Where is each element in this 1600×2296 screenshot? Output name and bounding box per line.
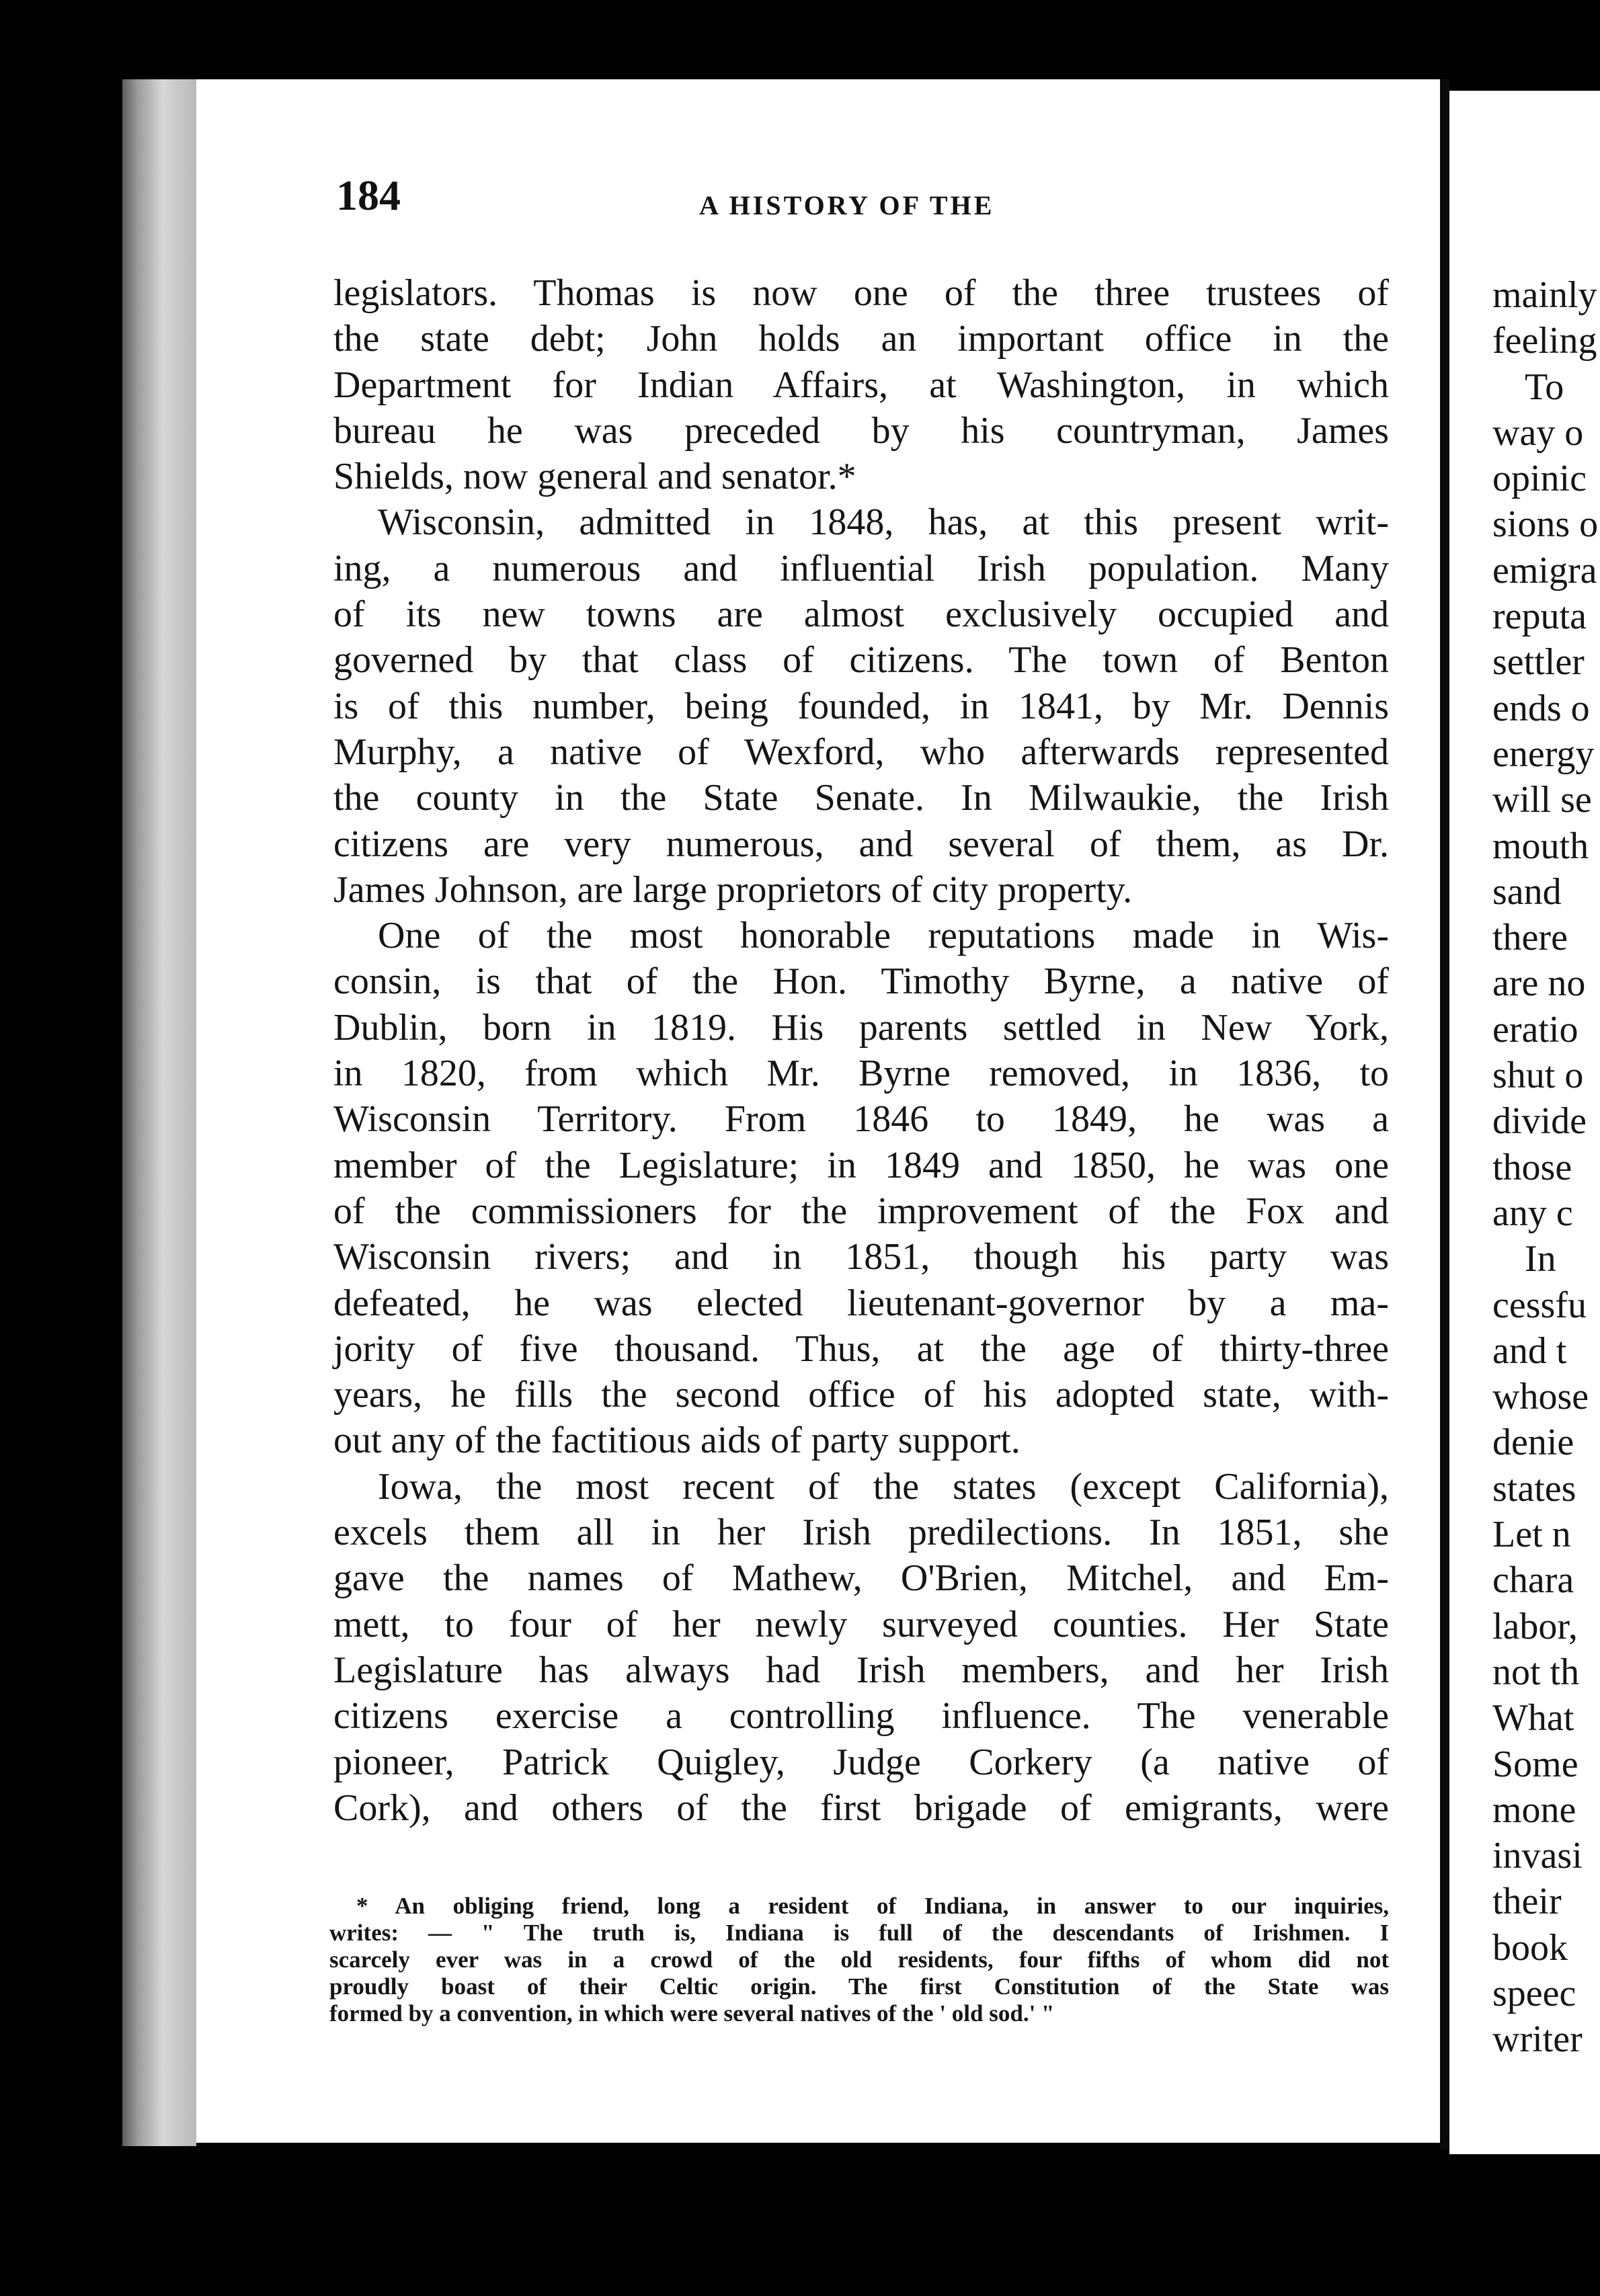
footnote-line: * An obliging friend, long a resident of Indiana, in answer to our inquiries, bbox=[356, 1893, 1389, 1919]
right-text-line: What bbox=[1492, 1697, 1574, 1739]
text-line: Department for Indian Affairs, at Washington, in which bbox=[333, 364, 1389, 406]
text-line: James Johnson, are large proprietors of city property. bbox=[333, 868, 1133, 911]
right-text-line: eratio bbox=[1492, 1008, 1578, 1051]
footnote-line: writes: — " The truth is, Indiana is full of the descendants of Irishmen. I bbox=[329, 1920, 1389, 1946]
right-text-line: divide bbox=[1492, 1100, 1587, 1143]
right-text-line: mouth bbox=[1492, 825, 1589, 867]
text-line: Iowa, the most recent of the states (except California), bbox=[378, 1465, 1389, 1508]
text-line: pioneer, Patrick Quigley, Judge Corkery (a native of bbox=[333, 1741, 1389, 1783]
text-line: Wisconsin, admitted in 1848, has, at this present writ- bbox=[378, 501, 1389, 544]
text-line: out any of the factitious aids of party support. bbox=[333, 1420, 1021, 1462]
right-text-line: mone bbox=[1492, 1789, 1576, 1831]
text-line: Wisconsin rivers; and in 1851, though his party was bbox=[333, 1236, 1389, 1278]
right-page-text bbox=[1492, 272, 1600, 2063]
right-text-line: book bbox=[1492, 1926, 1568, 1969]
running-head bbox=[336, 171, 1385, 224]
text-line: Legislature has always had Irish members, and her Irish bbox=[333, 1649, 1389, 1691]
right-text-line: and t bbox=[1492, 1329, 1567, 1372]
right-text-line: mainly bbox=[1492, 274, 1597, 316]
text-line: jority of five thousand. Thus, at the age of thirty-three bbox=[333, 1327, 1389, 1370]
right-text-line: denie bbox=[1492, 1422, 1574, 1464]
right-text-line: way o bbox=[1492, 411, 1584, 454]
footnote bbox=[329, 1893, 1389, 2027]
text-line: Dublin, born in 1819. His parents settled in New York, bbox=[333, 1006, 1389, 1049]
text-line: Wisconsin Territory. From 1846 to 1849, he was a bbox=[333, 1098, 1389, 1141]
text-line: of its new towns are almost exclusively occupied and bbox=[333, 593, 1389, 636]
right-text-line: energy bbox=[1492, 733, 1595, 775]
body-text bbox=[333, 270, 1389, 1831]
running-head-title: A HISTORY OF THE bbox=[699, 190, 995, 220]
text-line: One of the most honorable reputations made in Wis- bbox=[378, 915, 1389, 957]
text-line: is of this number, being founded, in 1841, by Mr. Dennis bbox=[333, 685, 1389, 727]
right-text-line: are no bbox=[1492, 962, 1586, 1005]
right-text-line: those bbox=[1492, 1146, 1572, 1188]
right-text-line: opinic bbox=[1492, 458, 1587, 500]
text-line: citizens exercise a controlling influence. The venerable bbox=[333, 1695, 1389, 1737]
right-text-line: invasi bbox=[1492, 1835, 1583, 1877]
right-text-line: Some bbox=[1492, 1743, 1578, 1785]
text-line: of the commissioners for the improvement of the Fox and bbox=[333, 1190, 1389, 1232]
text-line: citizens are very numerous, and several of them, as Dr. bbox=[333, 823, 1389, 865]
text-line: years, he fills the second office of his adopted state, with- bbox=[333, 1374, 1389, 1416]
right-text-line: there bbox=[1492, 917, 1568, 959]
text-line: member of the Legislature; in 1849 and 1850, he was one bbox=[333, 1144, 1389, 1186]
text-line: bureau he was preceded by his countryman, James bbox=[333, 409, 1389, 452]
right-text-line: any c bbox=[1492, 1192, 1573, 1234]
right-text-line: their bbox=[1492, 1881, 1562, 1923]
text-line: legislators. Thomas is now one of the three trustees of bbox=[333, 272, 1389, 314]
page-number: 184 bbox=[336, 171, 401, 219]
right-text-line: shut o bbox=[1492, 1055, 1584, 1097]
right-text-line: sand bbox=[1492, 870, 1562, 913]
right-text-line: will se bbox=[1492, 779, 1592, 821]
right-text-line: reputa bbox=[1492, 596, 1587, 638]
text-line: excels them all in her Irish predilections. In 1851, she bbox=[333, 1512, 1389, 1554]
footnote-line: scarcely ever was in a crowd of the old residents, four fifths of whom did not bbox=[329, 1946, 1389, 1973]
book-gutter bbox=[1440, 79, 1449, 2149]
text-line: governed by that class of citizens. The town of Benton bbox=[333, 639, 1389, 682]
right-text-line: settler bbox=[1492, 641, 1585, 684]
text-line: mett, to four of her newly surveyed counties. Her State bbox=[333, 1603, 1389, 1645]
text-line: Cork), and others of the first brigade of emigrants, were bbox=[333, 1787, 1389, 1829]
right-text-line: cessfu bbox=[1492, 1284, 1587, 1326]
right-text-line: not th bbox=[1492, 1651, 1580, 1693]
right-text-line: whose bbox=[1492, 1376, 1589, 1418]
text-line: ing, a numerous and influential Irish population. Many bbox=[333, 547, 1389, 589]
text-line: Murphy, a native of Wexford, who afterwards represented bbox=[333, 731, 1389, 773]
right-page bbox=[1449, 91, 1600, 2154]
right-text-line: feeling bbox=[1492, 320, 1597, 362]
right-text-line: states bbox=[1492, 1467, 1576, 1510]
text-line: consin, is that of the Hon. Timothy Byrne, a native of bbox=[333, 960, 1389, 1003]
text-line: defeated, he was elected lieutenant-governor by a ma- bbox=[333, 1282, 1389, 1324]
text-line: gave the names of Mathew, O'Brien, Mitchel, and Em- bbox=[333, 1557, 1389, 1600]
text-line: the county in the State Senate. In Milwaukie, the Irish bbox=[333, 777, 1389, 819]
right-text-line: labor, bbox=[1492, 1605, 1578, 1647]
right-text-line: sions o bbox=[1492, 503, 1599, 546]
text-line: in 1820, from which Mr. Byrne removed, in 1836, to bbox=[333, 1053, 1389, 1095]
right-text-line: In bbox=[1525, 1238, 1556, 1280]
text-line: the state debt; John holds an important office in the bbox=[333, 318, 1389, 360]
right-text-line: ends o bbox=[1492, 687, 1590, 729]
right-text-line: speec bbox=[1492, 1972, 1576, 2014]
footnote-line: formed by a convention, in which were several natives of the ' old sod.' " bbox=[329, 2000, 1055, 2026]
footnote-line: proudly boast of their Celtic origin. The first Constitution of the State was bbox=[329, 1973, 1389, 2000]
right-text-line: chara bbox=[1492, 1559, 1574, 1602]
text-line: Shields, now general and senator.* bbox=[333, 456, 856, 498]
book-page-edge bbox=[122, 79, 196, 2146]
right-text-line: writer bbox=[1492, 2018, 1583, 2061]
right-text-line: To bbox=[1525, 366, 1564, 408]
right-text-line: emigra bbox=[1492, 549, 1597, 591]
right-text-line: Let n bbox=[1492, 1514, 1571, 1556]
